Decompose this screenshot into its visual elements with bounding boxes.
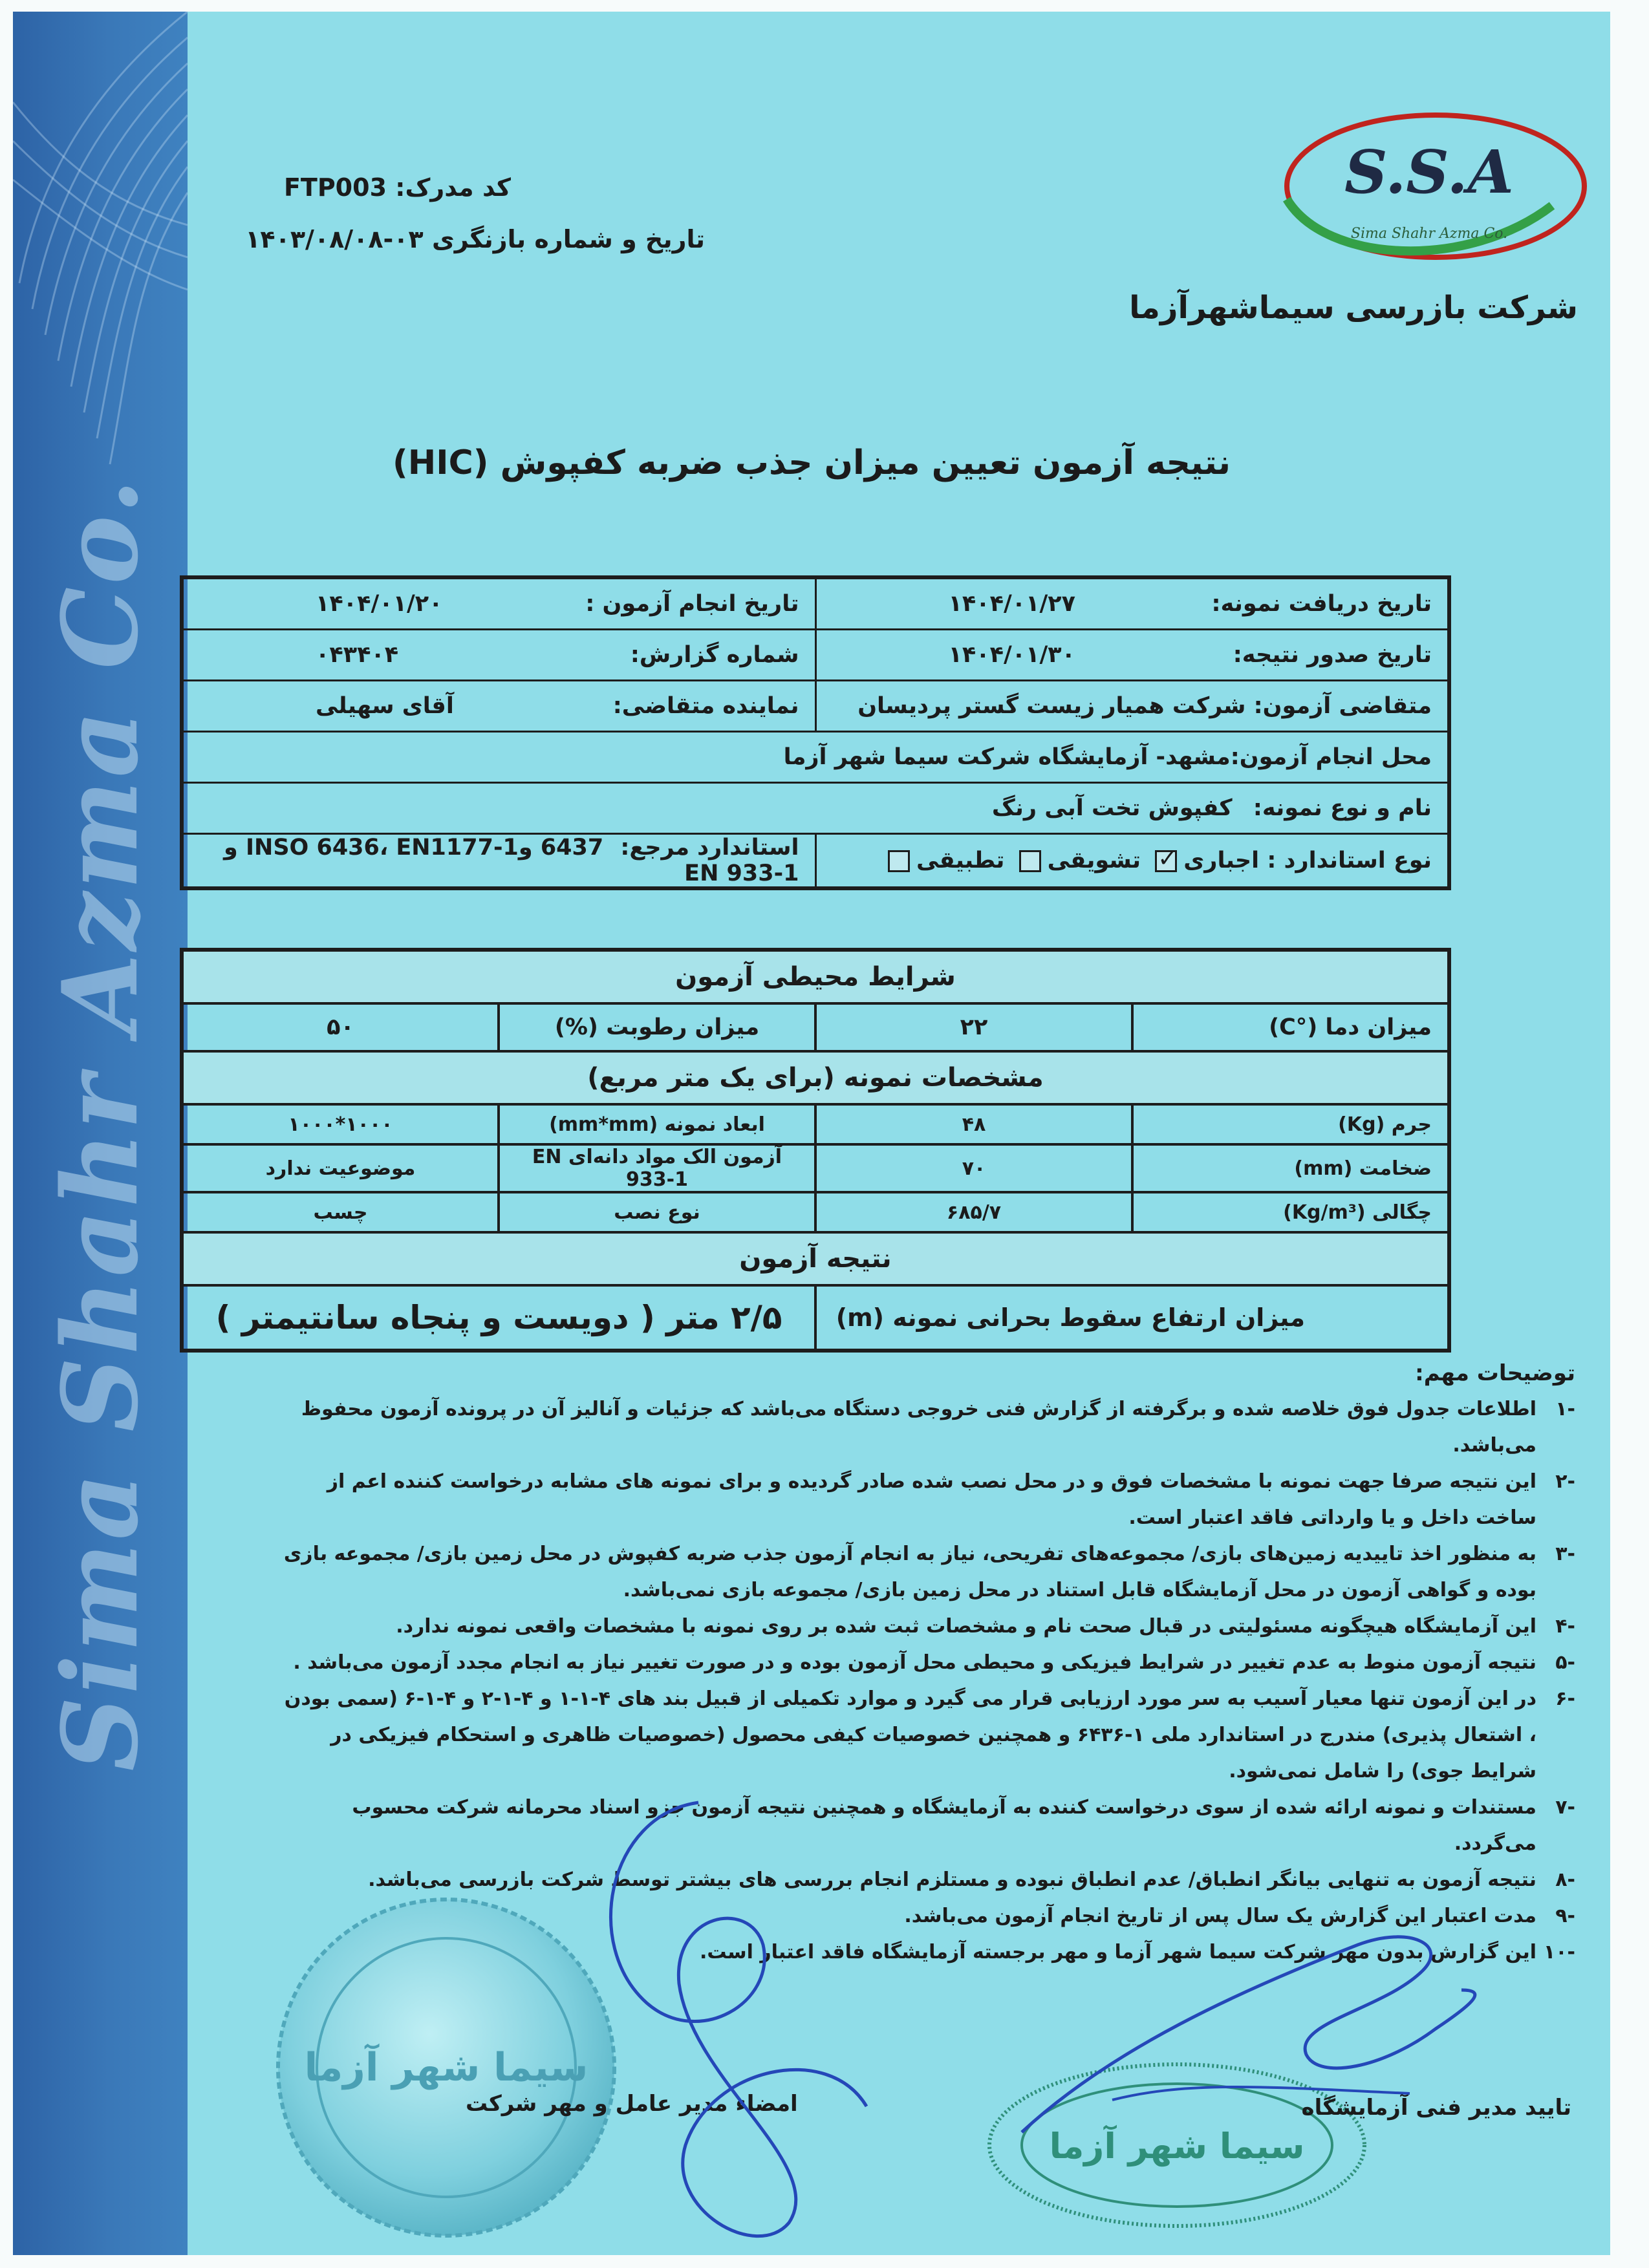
seal-text: سیما شهر آزما — [304, 2045, 588, 2090]
note-text: در این آزمون تنها معیار آسیب به سر مورد ارزیابی قرار می گیرد و موارد تکمیلی از قبیل بند های ۴-۱-۱ و ۴-۱-۲ و ۴-۱-۶ (سمی بودن ، اشتعال پذیری) مندرج در استاندارد ملی ۱-۶۴۳۶ و همچنین خصوصیات کیفی محصول (خصوصیات ظاهری و استحکام فیزیکی در شرایط جوی) را شامل نمی‌شود. — [284, 1687, 1536, 1782]
humidity-value: ۵۰ — [182, 1003, 499, 1051]
revision-label: تاریخ و شماره بازنگری — [431, 225, 705, 253]
encouraging-checkbox[interactable] — [1019, 850, 1041, 872]
tech-signature-label: تایید مدیر فنی آزمایشگاه — [1301, 2095, 1571, 2121]
note-item — [282, 1790, 1575, 1862]
location-value: مشهد- آزمایشگاه شرکت سیما شهر آزما — [783, 744, 1231, 770]
logo-text: S.S.A — [1344, 137, 1514, 207]
applicant-value: شرکت همیار زیست گستر پردیسان — [857, 693, 1246, 719]
install-value: چسب — [182, 1192, 499, 1232]
representative-value: آقای سهیلی — [316, 693, 454, 719]
certificate-page — [13, 12, 1610, 2255]
revision-value: ۰۳-۱۴۰۳/۰۸/۰۸ — [245, 225, 424, 253]
temp-value: ۲۲ — [815, 1003, 1132, 1051]
note-text: نتیجه آزمون به تنهایی بیانگر انطباق/ عدم انطباق نبوده و مستلزم انجام بررسی های بیشتر توسط شرکت بازرسی می‌باشد. — [368, 1868, 1536, 1891]
company-logo — [1248, 76, 1597, 270]
note-number: -۶ — [1555, 1687, 1575, 1710]
info-row — [182, 630, 1449, 681]
note-number: -۵ — [1555, 1651, 1575, 1674]
info-table — [180, 575, 1451, 890]
hic-value: ۲/۵ متر ( دویست و پنجاه سانتیمتر ) — [182, 1285, 815, 1351]
note-text: نتیجه آزمون منوط به عدم تغییر در شرایط فیزیکی و محیطی محل آزمون بوده و در صورت تغییر نیاز به انجام مجدد آزمون می‌باشد . — [293, 1651, 1536, 1674]
doc-code-value: FTP003 — [283, 173, 387, 202]
note-item — [282, 1464, 1575, 1536]
dimensions-label: ابعاد نمونه (mm*mm) — [499, 1104, 815, 1144]
company-stamp — [983, 2055, 1377, 2229]
note-text: اطلاعات جدول فوق خلاصه شده و برگرفته از گزارش فنی خروجی دستگاه می‌باشد که جزئیات و آنالیز آن در پرونده آزمون محفوظ می‌باشد. — [301, 1398, 1536, 1457]
comparative-checkbox[interactable] — [888, 850, 910, 872]
note-number: -۱ — [1555, 1398, 1575, 1420]
reference-value: 6437 و1-INSO 6436، EN1177 و EN 933-1 — [224, 835, 799, 886]
receive-date-label: تاریخ دریافت نمونه: — [1211, 591, 1432, 617]
revision-info — [245, 225, 705, 253]
notes-title: توضیحات مهم: — [1415, 1360, 1575, 1386]
note-item — [282, 1681, 1575, 1790]
stamp-text: سیما شهر آزما — [1049, 2126, 1305, 2166]
info-row — [182, 732, 1449, 783]
note-number: -۸ — [1555, 1868, 1575, 1891]
side-band — [13, 12, 188, 2255]
mass-label: جرم (Kg) — [1132, 1104, 1449, 1144]
test-date-label: تاریخ انجام آزمون : — [585, 591, 799, 617]
specs-title: مشخصات نمونه (برای یک متر مربع) — [182, 1051, 1449, 1104]
logo-subtext: Sima Shahr Azma Co. — [1350, 226, 1508, 242]
info-row — [182, 681, 1449, 732]
sieve-label: آزمون الک مواد دانه‌ای EN 933-1 — [499, 1144, 815, 1192]
comparative-label: تطبیقی — [916, 848, 1005, 873]
location-label: محل انجام آزمون: — [1230, 744, 1432, 770]
info-row — [182, 577, 1449, 630]
representative-label: نماینده متقاضی: — [612, 693, 799, 719]
notes-list — [282, 1391, 1575, 1971]
info-row — [182, 834, 1449, 889]
issue-date-label: تاریخ صدور نتیجه: — [1233, 642, 1432, 668]
test-date-value: ۱۴۰۴/۰۱/۲۰ — [316, 591, 443, 617]
dimensions-value: ۱۰۰۰*۱۰۰۰ — [182, 1104, 499, 1144]
temp-label: میزان دما (°C) — [1132, 1003, 1449, 1051]
note-text: این گزارش بدون مهر شرکت سیما شهر آزما و مهر برجسته آزمایشگاه فاقد اعتبار است. — [700, 1941, 1536, 1963]
sample-value: کفپوش تخت آبی رنگ — [991, 795, 1233, 821]
doc-code-label: کد مدرک: — [395, 173, 511, 202]
embossed-seal — [265, 1887, 627, 2249]
page-title: نتیجه آزمون تعیین میزان جذب ضربه کفپوش (HIC) — [393, 444, 1231, 482]
reference-label: استاندارد مرجع: — [620, 835, 799, 861]
result-title: نتیجه آزمون — [182, 1232, 1449, 1285]
doc-code — [284, 173, 511, 202]
note-number: -۴ — [1555, 1615, 1575, 1638]
humidity-label: میزان رطوبت (%) — [499, 1003, 815, 1051]
note-number: -۲ — [1555, 1470, 1575, 1493]
hic-label: میزان ارتفاع سقوط بحرانی نمونه (m) — [815, 1285, 1449, 1351]
note-number: -۹ — [1555, 1905, 1575, 1927]
issue-date-value: ۱۴۰۴/۰۱/۳۰ — [948, 642, 1075, 668]
encouraging-label: تشویقی — [1047, 848, 1141, 873]
note-text: این آزمایشگاه هیچگونه مسئولیتی در قبال صحت نام و مشخصات ثبت شده بر روی نمونه با مشخصات واقعی نمونه ندارد. — [396, 1615, 1536, 1638]
notes-section — [282, 1355, 1575, 1971]
mandatory-checkbox[interactable] — [1155, 850, 1177, 872]
side-company-watermark: Sima Shahr Azma Co. — [39, 476, 161, 1771]
ceo-signature-label: امضاء مدیر عامل و مهر شرکت — [466, 2091, 798, 2117]
sample-label: نام و نوع نمونه: — [1253, 795, 1432, 821]
note-item — [282, 1645, 1575, 1681]
thickness-value: ۷۰ — [815, 1144, 1132, 1192]
note-item — [282, 1536, 1575, 1609]
density-value: ۶۸۵/۷ — [815, 1192, 1132, 1232]
note-item — [282, 1609, 1575, 1645]
install-label: نوع نصب — [499, 1192, 815, 1232]
company-name: شرکت بازرسی سیماشهرآزما — [1129, 290, 1578, 326]
sieve-value: موضوعیت ندارد — [182, 1144, 499, 1192]
note-text: به منظور اخذ تاییدیه زمین‌های بازی/ مجموعه‌های تفریحی، نیاز به انجام آزمون جذب ضربه کفپوش در محل زمین بازی/ مجموعه بازی بوده و گواهی آزمون در محل آزمایشگاه قابل استناد در محل زمین بازی/ مجموعه بازی نمی‌باشد. — [283, 1543, 1536, 1601]
note-text: این نتیجه صرفا جهت نمونه با مشخصات فوق و در محل نصب شده صادر گردیده و برای نمونه های مشابه درخواست کننده اعم از ساخت داخل و یا وارداتی فاقد اعتبار است. — [327, 1470, 1536, 1529]
note-text: مدت اعتبار این گزارش یک سال پس از تاریخ انجام آزمون می‌باشد. — [904, 1905, 1536, 1927]
note-item — [282, 1391, 1575, 1464]
mass-value: ۴۸ — [815, 1104, 1132, 1144]
density-label: چگالی (Kg/m³) — [1132, 1192, 1449, 1232]
info-row — [182, 783, 1449, 834]
standard-type-label: نوع استاندارد : — [1267, 848, 1432, 873]
applicant-label: متقاضی آزمون: — [1253, 693, 1432, 719]
conditions-title: شرایط محیطی آزمون — [182, 950, 1449, 1003]
mandatory-label: اجباری — [1183, 848, 1260, 873]
note-number: -۷ — [1555, 1796, 1575, 1819]
report-no-value: ۰۴۳۴۰۴ — [316, 642, 399, 668]
results-table — [180, 948, 1451, 1353]
note-number: -۳ — [1555, 1543, 1575, 1565]
note-number: -۱۰ — [1543, 1941, 1575, 1963]
receive-date-value: ۱۴۰۴/۰۱/۲۷ — [948, 591, 1075, 617]
note-text: مستندات و نمونه ارائه شده از سوی درخواست کننده به آزمایشگاه و همچنین نتیجه آزمون جزو اسناد محرمانه شرکت محسوب می‌گردد. — [352, 1796, 1536, 1855]
thickness-label: ضخامت (mm) — [1132, 1144, 1449, 1192]
report-no-label: شماره گزارش: — [630, 642, 799, 668]
